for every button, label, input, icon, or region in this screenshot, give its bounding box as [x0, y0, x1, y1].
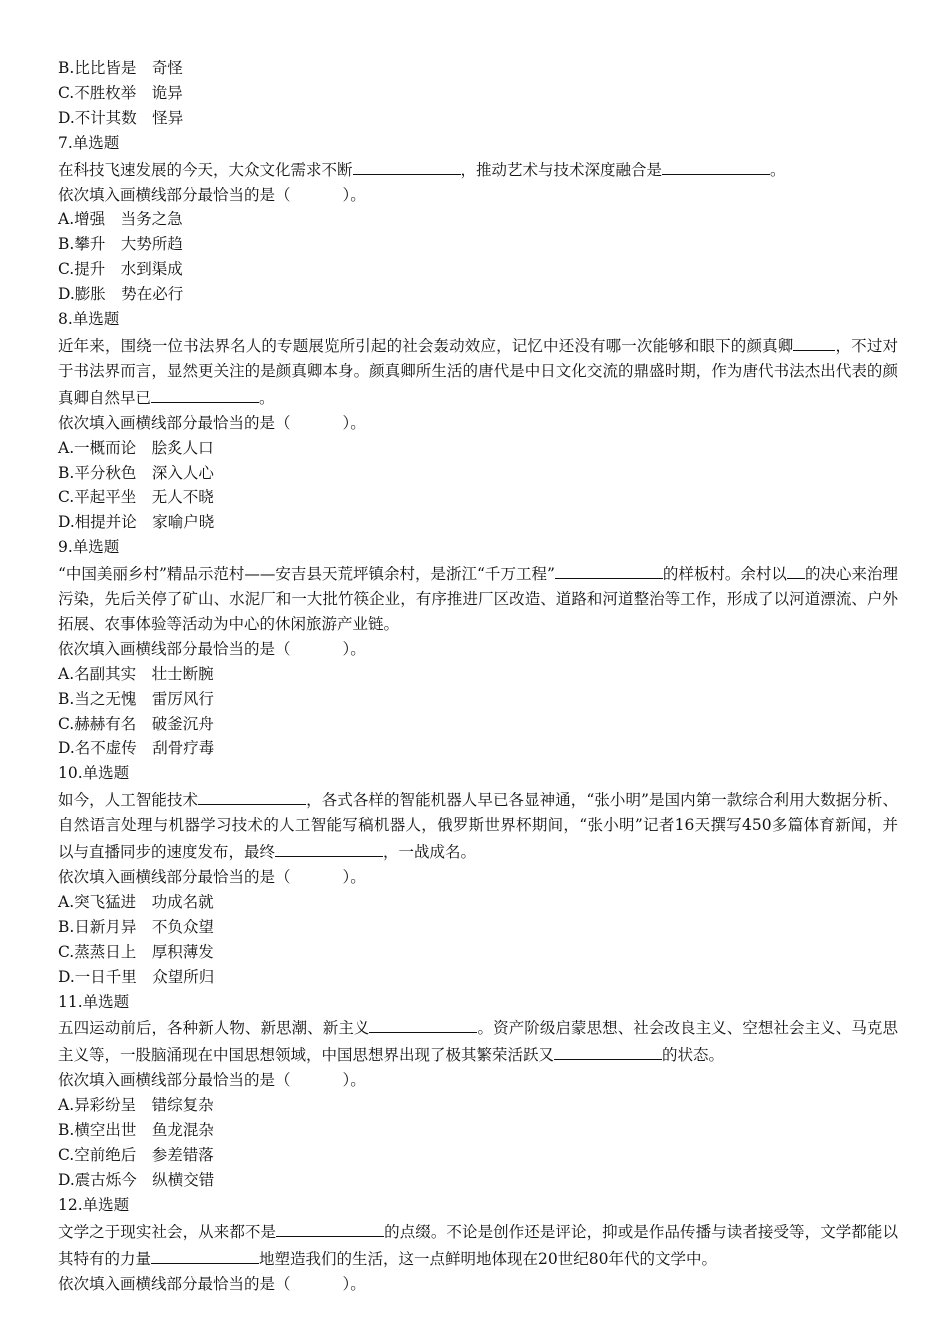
- option-a: A.突飞猛进 功成名就: [58, 892, 214, 911]
- option-b: B.平分秋色 深入人心: [58, 463, 214, 482]
- question-prompt: 依次填入画横线部分最恰当的是（ ）。: [58, 413, 366, 432]
- question-stem: 五四运动前后，各种新人物、新思潮、新主义 。资产阶级启蒙思想、社会改良主义、空想社会主义、马克思主义等，一股脑涌现在中国思想领域，中国思想界出现了极其繁荣活跃又 的状态。: [58, 1014, 898, 1068]
- question-header: 7.单选题: [58, 133, 120, 152]
- option-d: D.名不虚传 刮骨疗毒: [58, 739, 215, 758]
- option-b: B.日新月异 不负众望: [58, 917, 214, 936]
- fill-blank: [275, 838, 383, 857]
- option-d: D.震古烁今 纵横交错: [58, 1170, 215, 1189]
- fill-blank: [151, 384, 259, 403]
- fill-blank: [151, 1245, 259, 1264]
- option-a: A.名副其实 壮士断腕: [58, 664, 214, 683]
- option-c: C.提升 水到渠成: [58, 260, 183, 279]
- exam-page: [58, 56, 898, 1296]
- question-prompt: 依次填入画横线部分最恰当的是（ ）。: [58, 185, 366, 204]
- option-b: B.比比皆是 奇怪: [58, 59, 183, 77]
- option-d: D.不计其数 怪异: [58, 108, 184, 127]
- option-b: B.当之无愧 雷厉风行: [58, 689, 214, 708]
- question-header: 8.单选题: [58, 310, 120, 329]
- option-c: C.空前绝后 参差错落: [58, 1145, 214, 1164]
- fill-blank: [276, 1218, 384, 1237]
- option-b: B.横空出世 鱼龙混杂: [58, 1121, 214, 1140]
- fill-blank: [353, 156, 461, 175]
- option-d: D.相提并论 家喻户晓: [58, 513, 215, 532]
- fill-blank: [555, 560, 663, 579]
- option-b: B.攀升 大势所趋: [58, 235, 183, 254]
- fill-blank: [793, 332, 835, 351]
- option-d: D.一日千里 众望所归: [58, 967, 215, 986]
- question-header: 11.单选题: [58, 992, 130, 1011]
- question-stem: 如今，人工智能技术 ，各式各样的智能机器人早已各显神通，“张小明”是国内第一款综合利用大数据分析、自然语言处理与机器学习技术的人工智能写稿机器人，俄罗斯世界杯期间，“张小明”记者16天撰写450多篇体育新闻，并以与直播同步的速度发布，最终 ，一战成名。: [58, 786, 898, 865]
- option-a: A.异彩纷呈 错综复杂: [58, 1096, 214, 1115]
- option-a: A.增强 当务之急: [58, 210, 183, 229]
- fill-blank: [369, 1014, 477, 1033]
- option-c: C.蒸蒸日上 厚积薄发: [58, 942, 214, 961]
- option-c: C.不胜枚举 诡异: [58, 83, 183, 102]
- question-prompt: 依次填入画横线部分最恰当的是（ ）。: [58, 1274, 366, 1293]
- option-c: C.平起平坐 无人不晓: [58, 488, 214, 507]
- fill-blank: [554, 1041, 662, 1060]
- question-header: 10.单选题: [58, 764, 130, 783]
- question-stem: “中国美丽乡村”精品示范村——安吉县天荒坪镇余村，是浙江“千万工程” 的样板村。余村以 的决心来治理污染，先后关停了矿山、水泥厂和一大批竹筷企业，有序推进厂区改造、道路和河道整治等工作，形成了以河道漂流、户外拓展、农事体验等活动为中心的休闲旅游产业链。: [58, 560, 898, 637]
- question-header: 12.单选题: [58, 1195, 130, 1214]
- fill-blank: [787, 560, 805, 579]
- option-d: D.膨胀 势在必行: [58, 285, 184, 304]
- question-prompt: 依次填入画横线部分最恰当的是（ ）。: [58, 639, 366, 658]
- question-stem: 在科技飞速发展的今天，大众文化需求不断 ，推动艺术与技术深度融合是 。: [58, 156, 898, 183]
- question-prompt: 依次填入画横线部分最恰当的是（ ）。: [58, 1071, 366, 1090]
- fill-blank: [198, 786, 306, 805]
- question-stem: 文学之于现实社会，从来都不是 的点缀。不论是创作还是评论，抑或是作品传播与读者接受等，文学都能以其特有的力量 地塑造我们的生活，这一点鲜明地体现在20世纪80年代的文学中。: [58, 1218, 898, 1272]
- option-a: A.一概而论 脍炙人口: [58, 438, 214, 457]
- question-stem: 近年来，围绕一位书法界名人的专题展览所引起的社会轰动效应，记忆中还没有哪一次能够和眼下的颜真卿 ，不过对于书法界而言，显然更关注的是颜真卿本身。颜真卿所生活的唐代是中日文化交流的鼎盛时期，作为唐代书法杰出代表的颜真卿自然早已 。: [58, 332, 898, 411]
- question-prompt: 依次填入画横线部分最恰当的是（ ）。: [58, 868, 366, 886]
- fill-blank: [662, 156, 770, 175]
- question-header: 9.单选题: [58, 538, 120, 557]
- option-c: C.赫赫有名 破釜沉舟: [58, 714, 214, 733]
